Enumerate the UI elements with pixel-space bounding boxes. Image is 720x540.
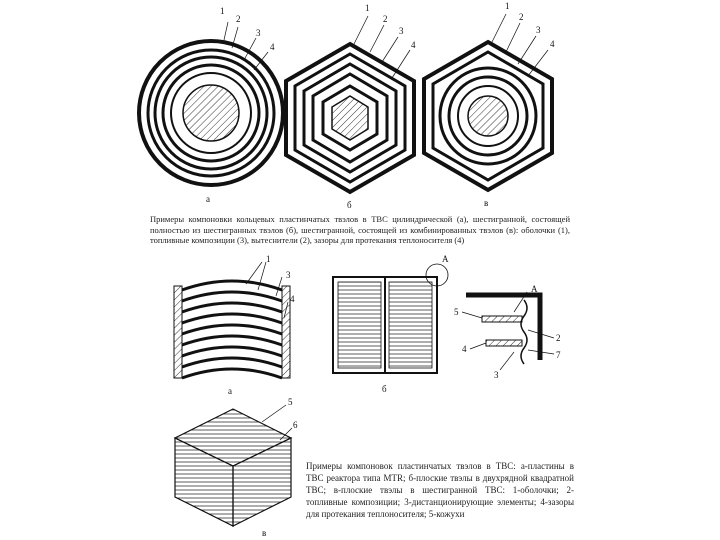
callout-detail-A: A [531, 284, 538, 294]
letter-mid-b: б [382, 384, 387, 394]
letter-b: б [347, 200, 352, 210]
callout-detail-3: 3 [494, 370, 499, 380]
callout-bottom-5: 5 [288, 397, 293, 407]
callout-a2: 2 [236, 14, 241, 24]
detail-a-diagram [462, 292, 554, 370]
callout-detail-7: 7 [556, 350, 561, 360]
callout-c3: 3 [536, 25, 541, 35]
combined-assembly-diagram [424, 14, 552, 190]
callout-detail-2: 2 [556, 333, 561, 343]
callout-c2: 2 [519, 12, 524, 22]
callout-c1: 1 [505, 1, 510, 11]
letter-bottom: в [262, 528, 267, 538]
letter-c: в [484, 198, 489, 208]
callout-mid-left-3: 3 [286, 270, 291, 280]
callout-detail-4: 4 [462, 344, 467, 354]
callout-mid-left-4: 4 [290, 294, 295, 304]
callout-b3: 3 [399, 26, 404, 36]
callout-b1: 1 [365, 3, 370, 13]
callout-a1: 1 [220, 6, 225, 16]
cylindrical-assembly-diagram [139, 22, 283, 185]
callout-mid-left-1: 1 [266, 254, 271, 264]
callout-bottom-6: 6 [293, 420, 298, 430]
letter-mid-a: а [228, 386, 232, 396]
callout-a3: 3 [256, 28, 261, 38]
hexagonal-assembly-diagram [286, 16, 414, 192]
callout-detail-5: 5 [454, 307, 459, 317]
callout-c4: 4 [550, 39, 555, 49]
callout-b4: 4 [411, 40, 416, 50]
callout-a4: 4 [270, 42, 275, 52]
top-figure-caption: Примеры компоновки кольцевых пластинчатых твэлов в ТВС цилиндрической (а), шестигранной, состоящей полностью из шестигранных твэлов (б), шестигранной, состоящей из комбинированных твэлов (в): оболочки (1), топливные композиции (3), вытеснители (2), зазоры для протекания теплоносителя (4) [150, 214, 570, 245]
hexagonal-plate-cube-diagram [175, 405, 292, 526]
letter-a: а [206, 194, 210, 204]
square-assembly-diagram [333, 264, 448, 373]
curved-plates-diagram [174, 262, 290, 378]
callout-mid-center-A: A [442, 254, 449, 264]
callout-b2: 2 [383, 14, 388, 24]
bottom-figure-caption: Примеры компоновок пластинчатых твэлов в ТВС: а-пластины в ТВС реактора типа MTR; б-плоские твэлы в двухрядной квадратной ТВС; в-плоские твэлы в шестигранной ТВС: 1-оболочки; 2-топливные композиции; 3-дистанционирующие элементы; 4-зазоры для протекания теплоносителя; 5-кожухи [306, 461, 574, 519]
